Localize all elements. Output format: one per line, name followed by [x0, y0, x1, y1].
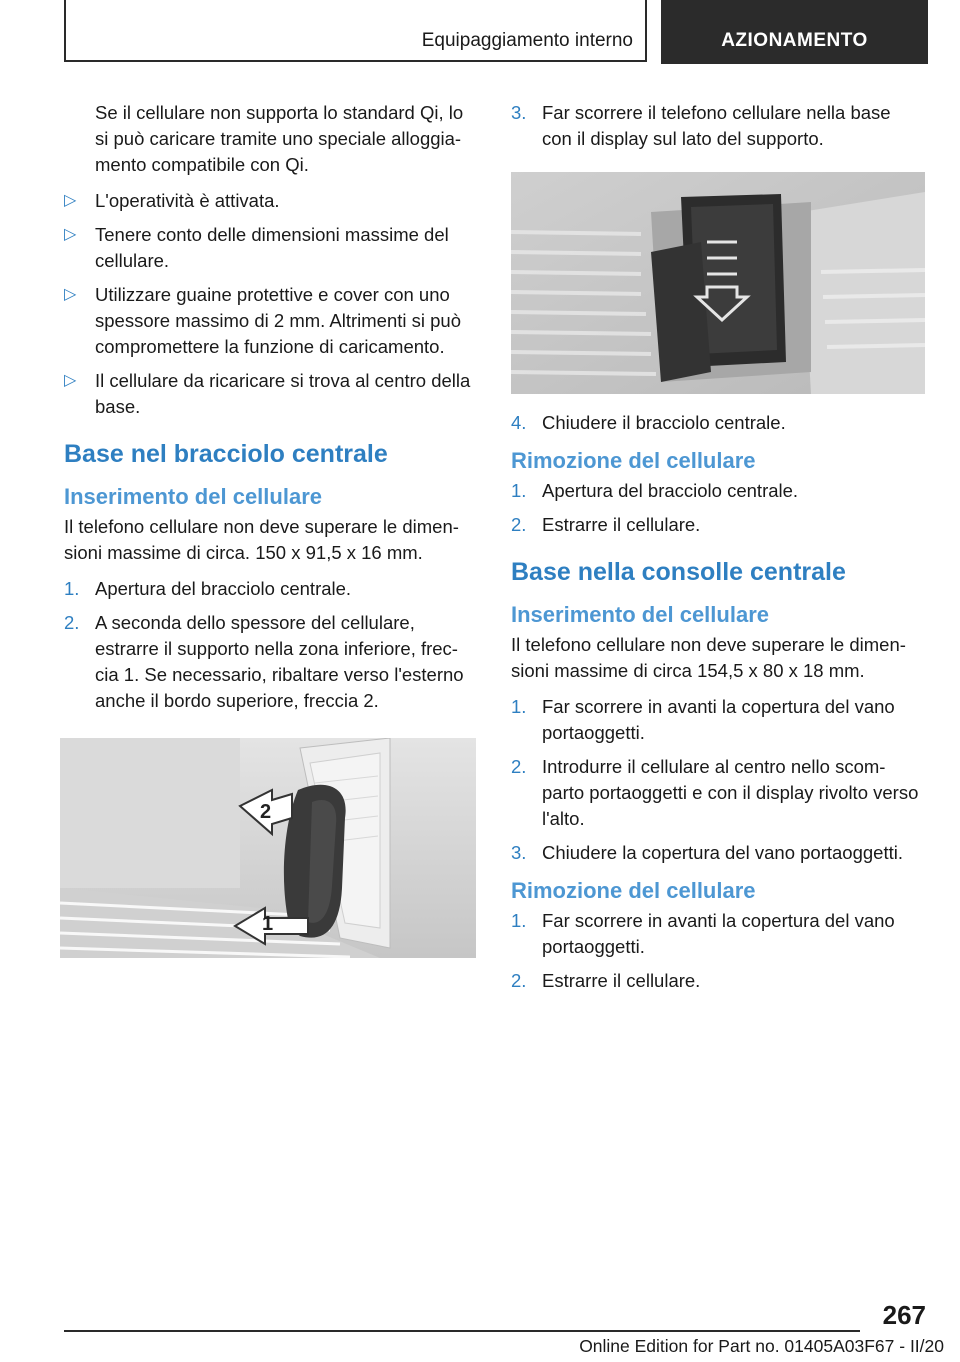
step-item: 2. Introdurre il cellulare al centro nello scom-parto portaoggetti e con il display rivolto verso l'alto.	[511, 756, 919, 829]
step-number: 3.	[511, 102, 527, 123]
page-number: 267	[882, 1300, 926, 1330]
step-number: 1.	[64, 578, 80, 599]
step-number: 2.	[64, 612, 80, 633]
step-number: 1.	[511, 910, 527, 931]
edition-note: Online Edition for Part no. 01405A03F67 - II/20	[579, 1336, 944, 1356]
step-number: 1.	[511, 696, 527, 717]
phone-insertion-illustration	[511, 172, 925, 394]
triangle-bullet-icon: ▷	[64, 192, 77, 209]
subsection-heading: Rimozione del cellulare	[511, 878, 756, 903]
arrow-label-1: 1	[262, 913, 274, 935]
step-number: 4.	[511, 412, 527, 433]
section-tab	[64, 0, 647, 62]
step-item: 4. Chiudere il bracciolo centrale.	[511, 410, 925, 436]
list-item: ▷ Tenere conto delle dimensioni massime del cellulare.	[64, 224, 449, 271]
step-number: 2.	[511, 970, 527, 991]
chapter-tab	[661, 0, 928, 64]
footer-divider	[64, 1330, 860, 1332]
step-number: 2.	[511, 514, 527, 535]
step-item: 1. Apertura del bracciolo centrale.	[511, 478, 925, 504]
armrest-holder-illustration	[60, 738, 476, 958]
step-item: 3. Chiudere la copertura del vano portaoggetti.	[511, 840, 925, 866]
section-heading: Base nel bracciolo centrale	[64, 440, 388, 468]
step-item: 2. Estrarre il cellulare.	[511, 968, 925, 994]
chapter-title: AZIONAMENTO	[721, 30, 868, 51]
step-item: 2. Estrarre il cellulare.	[511, 512, 925, 538]
dimensions-paragraph: Il telefono cellulare non deve superare le dimen-sioni massime di circa. 150 x 91,5 x 16 mm.	[64, 516, 459, 563]
left-column	[64, 100, 476, 974]
step-number: 2.	[511, 756, 527, 777]
subsection-heading: Inserimento del cellulare	[64, 484, 322, 509]
triangle-bullet-icon: ▷	[64, 226, 77, 243]
triangle-bullet-icon: ▷	[64, 372, 77, 389]
subsection-heading: Inserimento del cellulare	[511, 602, 769, 627]
section-title: Equipaggiamento interno	[421, 30, 633, 51]
section-heading: Base nella consolle centrale	[511, 558, 846, 586]
list-item: ▷ Il cellulare da ricaricare si trova al centro della base.	[64, 370, 471, 417]
subsection-heading: Rimozione del cellulare	[511, 448, 756, 473]
arrow-label-2: 2	[260, 801, 272, 823]
triangle-bullet-icon: ▷	[64, 286, 77, 303]
step-number: 1.	[511, 480, 527, 501]
step-number: 3.	[511, 842, 527, 863]
right-column	[511, 100, 925, 1002]
list-item: ▷ Utilizzare guaine protettive e cover con uno spessore massimo di 2 mm. Altrimenti si può compromettere la funzione di caricamento.	[64, 284, 462, 357]
step-item: 1. Far scorrere in avanti la copertura del vano portaoggetti.	[511, 696, 895, 743]
page-header	[64, 0, 928, 64]
step-item: 3. Far scorrere il telefono cellulare nella base con il display sul lato del supporto.	[511, 102, 891, 149]
step-item: 1. Far scorrere in avanti la copertura del vano portaoggetti.	[511, 910, 895, 957]
dimensions-paragraph: Il telefono cellulare non deve superare le dimen-sioni massime di circa 154,5 x 80 x 18 mm.	[511, 634, 906, 681]
step-item: 2. A seconda dello spessore del cellulare, estrarre il supporto nella zona inferiore, frec-cia 1. Se necessario, ribaltare verso l'esterno anche il bordo superiore, freccia 2.	[64, 612, 464, 711]
step-item: 1. Apertura del bracciolo centrale.	[64, 576, 476, 602]
intro-paragraph: Se il cellulare non supporta lo standard Qi, lo si può caricare tramite uno speciale alloggia-mento compatibile con Qi.	[95, 102, 464, 175]
list-item: ▷ L'operatività è attivata.	[64, 188, 476, 214]
